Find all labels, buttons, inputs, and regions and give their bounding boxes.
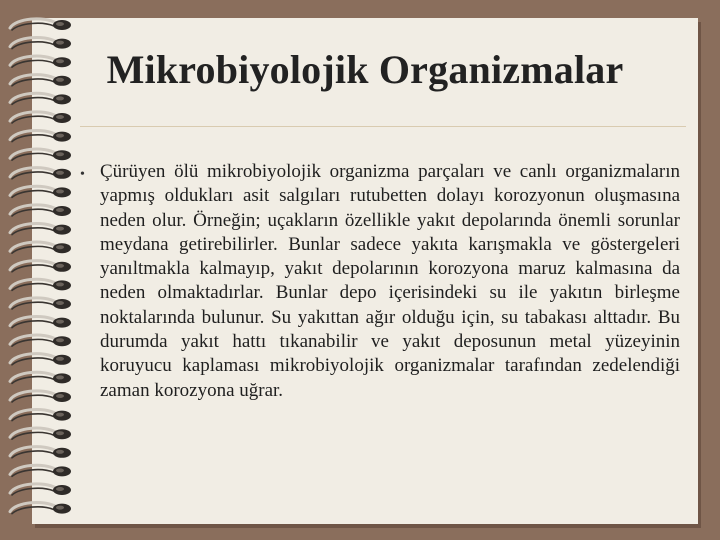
binding-ring [10, 130, 71, 141]
binding-ring [10, 316, 71, 327]
binding-ring [10, 409, 71, 420]
binding-ring [10, 298, 71, 309]
binding-ring [10, 186, 71, 197]
binding-ring [10, 223, 71, 234]
binding-ring [10, 465, 71, 476]
binding-ring [10, 168, 71, 179]
binding-ring [10, 428, 71, 439]
body-paragraph: Çürüyen ölü mikrobiyolojik organizma parçaları ve canlı organizmaların yapmış oldukları asit salgıları rutubetten dolayı korozyonun oluşmasına neden olur. Örneğin; uçakların özellikle yakıt depolarında önemli sorunlar meydana getirebilirler. Bunlar sadece yakıta karışmakla ve göstergeleri yanıltmakla kalmayıp, yakıt depolarının korozyona maruz kalmasına da neden olmaktadırlar. Bunlar depo içerisindeki su ile yakıtın birleşme noktalarında bulunur. Su yakıttan ağır olduğu için, su tabakası alttadır. Bu durumda yakıt hattı tıkanabilir ve yakıt deposunun metal yüzeyinin koruyucu kaplaması mikrobiyolojik organizmalar tarafından zedelendiği zaman korozyona uğrar. [100, 161, 680, 401]
title-divider [80, 126, 686, 127]
binding-ring [10, 484, 71, 495]
binding-ring [10, 372, 71, 383]
binding-ring [10, 149, 71, 160]
binding-ring [10, 112, 71, 123]
bullet-icon: • [80, 167, 85, 182]
binding-ring [10, 502, 71, 513]
binding-ring [10, 205, 71, 216]
binding-ring [10, 279, 71, 290]
binding-ring [10, 335, 71, 346]
binding-ring [10, 447, 71, 458]
binding-ring [10, 242, 71, 253]
binding-ring [10, 19, 71, 30]
binding-ring [10, 261, 71, 272]
binding-ring [10, 391, 71, 402]
page-title: Mikrobiyolojik Organizmalar [106, 47, 624, 92]
content-area [80, 160, 680, 403]
binding-ring [10, 354, 71, 365]
